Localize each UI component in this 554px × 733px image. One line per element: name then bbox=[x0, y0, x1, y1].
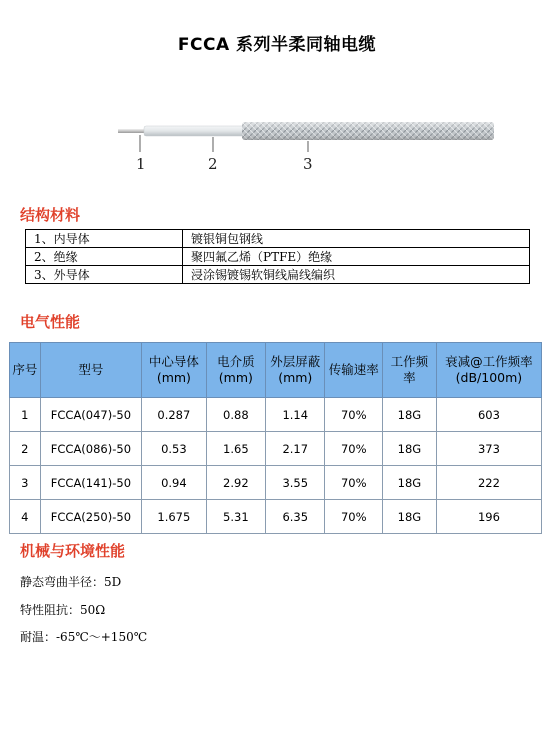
table-header-row bbox=[10, 343, 542, 398]
header-index: 序号 bbox=[10, 343, 41, 398]
page-title: FCCA 系列半柔同轴电缆 bbox=[177, 35, 377, 55]
cell-model: FCCA(086)-50 bbox=[40, 432, 141, 466]
table-row bbox=[10, 500, 542, 534]
callout-insulation: 2 bbox=[208, 155, 218, 173]
cell-velocity: 70% bbox=[325, 466, 383, 500]
structure-part: 3、外导体 bbox=[26, 266, 183, 284]
cell-attenuation: 196 bbox=[436, 500, 541, 534]
cell-center-conductor: 0.94 bbox=[142, 466, 207, 500]
cell-frequency: 18G bbox=[383, 466, 437, 500]
cell-outer-shield: 1.14 bbox=[266, 398, 325, 432]
header-attenuation: 衰减@工作频率(dB/100m) bbox=[436, 343, 541, 398]
cell-outer-shield: 2.17 bbox=[266, 432, 325, 466]
cell-model: FCCA(141)-50 bbox=[40, 466, 141, 500]
cell-center-conductor: 0.287 bbox=[142, 398, 207, 432]
cell-model: FCCA(250)-50 bbox=[40, 500, 141, 534]
table-row bbox=[26, 230, 530, 248]
table-row bbox=[10, 398, 542, 432]
table-row bbox=[26, 248, 530, 266]
cell-index: 2 bbox=[10, 432, 41, 466]
structure-material: 浸涂锡镀锡软铜线扁线编织 bbox=[183, 266, 530, 284]
electrical-table bbox=[9, 342, 542, 534]
electrical-heading: 电气性能 bbox=[20, 313, 81, 331]
header-velocity: 传输速率 bbox=[325, 343, 383, 398]
mechanical-heading: 机械与环境性能 bbox=[20, 542, 126, 560]
cell-center-conductor: 1.675 bbox=[142, 500, 207, 534]
cell-attenuation: 603 bbox=[436, 398, 541, 432]
structure-heading: 结构材料 bbox=[20, 206, 81, 224]
structure-part: 2、绝缘 bbox=[26, 248, 183, 266]
cell-frequency: 18G bbox=[383, 398, 437, 432]
temperature-spec: 耐温：-65℃～+150℃ bbox=[20, 630, 148, 644]
structure-table bbox=[25, 229, 530, 284]
cell-dielectric: 2.92 bbox=[206, 466, 265, 500]
cell-index: 3 bbox=[10, 466, 41, 500]
cell-dielectric: 5.31 bbox=[206, 500, 265, 534]
cell-dielectric: 0.88 bbox=[206, 398, 265, 432]
cell-index: 4 bbox=[10, 500, 41, 534]
cell-frequency: 18G bbox=[383, 500, 437, 534]
header-model: 型号 bbox=[40, 343, 141, 398]
header-outer-shield: 外层屏蔽(mm) bbox=[266, 343, 325, 398]
cell-attenuation: 222 bbox=[436, 466, 541, 500]
header-center-conductor: 中心导体(mm) bbox=[142, 343, 207, 398]
header-frequency: 工作频率 bbox=[383, 343, 437, 398]
callout-outer-conductor: 3 bbox=[303, 155, 313, 173]
impedance-spec: 特性阻抗：50Ω bbox=[20, 603, 106, 617]
cell-velocity: 70% bbox=[325, 398, 383, 432]
structure-part: 1、内导体 bbox=[26, 230, 183, 248]
cell-velocity: 70% bbox=[325, 432, 383, 466]
inner-conductor bbox=[118, 129, 146, 133]
table-row bbox=[10, 466, 542, 500]
callout-inner-conductor: 1 bbox=[136, 155, 146, 173]
cell-velocity: 70% bbox=[325, 500, 383, 534]
cell-attenuation: 373 bbox=[436, 432, 541, 466]
header-dielectric: 电介质(mm) bbox=[206, 343, 265, 398]
cell-frequency: 18G bbox=[383, 432, 437, 466]
bend-radius-spec: 静态弯曲半径：5D bbox=[20, 575, 122, 589]
cell-outer-shield: 3.55 bbox=[266, 466, 325, 500]
insulation bbox=[144, 126, 244, 136]
cell-model: FCCA(047)-50 bbox=[40, 398, 141, 432]
table-row bbox=[10, 432, 542, 466]
structure-material: 聚四氟乙烯（PTFE）绝缘 bbox=[183, 248, 530, 266]
structure-material: 镀银铜包钢线 bbox=[183, 230, 530, 248]
table-row bbox=[26, 266, 530, 284]
cell-outer-shield: 6.35 bbox=[266, 500, 325, 534]
cell-center-conductor: 0.53 bbox=[142, 432, 207, 466]
cell-index: 1 bbox=[10, 398, 41, 432]
cell-dielectric: 1.65 bbox=[206, 432, 265, 466]
